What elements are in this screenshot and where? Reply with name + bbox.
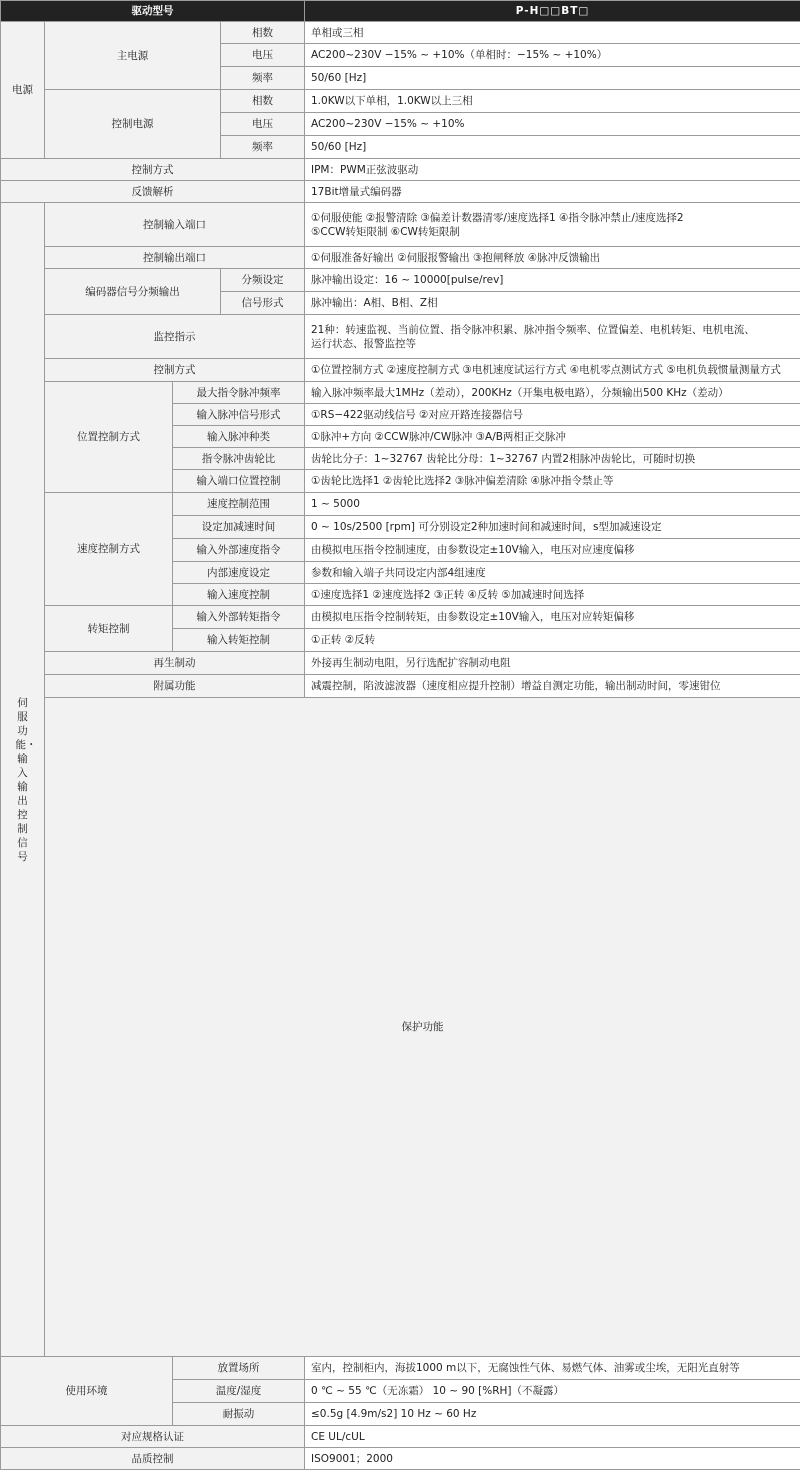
table-row xyxy=(1,359,800,382)
quality-value: ISO9001；2000 xyxy=(305,1448,800,1470)
main-voltage-value: AC200~230V −15% ~ +10%（单相时：−15% ~ +10%） xyxy=(305,44,800,67)
torque-row-value: 由模拟电压指令控制转矩，由参数设定±10V输入，电压对应转矩偏移 xyxy=(305,606,800,629)
aux-label: 附属功能 xyxy=(45,675,305,698)
position-row-label: 输入脉冲信号形式 xyxy=(173,404,305,426)
table-row xyxy=(1,247,800,269)
speed-row-label: 设定加减速时间 xyxy=(173,516,305,539)
control-freq-value: 50/60 [Hz] xyxy=(305,136,800,159)
table-row xyxy=(1,159,800,181)
model-label: 驱动型号 xyxy=(1,1,305,22)
quality-label: 品质控制 xyxy=(1,1448,305,1470)
feedback-label: 反馈解析 xyxy=(1,181,305,203)
control-voltage-label: 电压 xyxy=(221,113,305,136)
speed-row-label: 内部速度设定 xyxy=(173,562,305,584)
torque-row-value: ①正转 ②反转 xyxy=(305,629,800,652)
aux-value: 减震控制，陷波滤波器（速度相应提升控制）增益自测定功能，输出制动时间，零速钳位 xyxy=(305,675,800,698)
input-port-line2: ⑤CCW转矩限制 ⑥CW转矩限制 xyxy=(311,225,794,239)
env-row-label: 放置场所 xyxy=(173,1357,305,1380)
ctrl-mode-value: ①位置控制方式 ②速度控制方式 ③电机速度试运行方式 ④电机零点测试方式 ⑤电机负载惯量测量方式 xyxy=(305,359,800,382)
output-port-value: ①伺服准备好输出 ②伺服报警输出 ③抱闸释放 ④脉冲反馈输出 xyxy=(305,247,800,269)
table-row xyxy=(1,606,800,629)
speed-row-value: 0 ~ 10s/2500 [rpm] 可分别设定2种加速时间和减速时间，s型加减速设定 xyxy=(305,516,800,539)
speed-row-label: 输入外部速度指令 xyxy=(173,539,305,562)
monitor-line2: 运行状态、报警监控等 xyxy=(311,337,794,351)
table-row xyxy=(1,315,800,359)
div-label: 分频设定 xyxy=(221,269,305,292)
speed-row-label: 速度控制范围 xyxy=(173,493,305,516)
main-freq-label: 频率 xyxy=(221,67,305,90)
feedback-value: 17Bit增量式编码器 xyxy=(305,181,800,203)
regen-value: 外接再生制动电阻，另行选配扩容制动电阻 xyxy=(305,652,800,675)
speed-label: 速度控制方式 xyxy=(45,493,173,606)
position-row-value: 输入脉冲频率最大1MHz（差动），200KHz（开集电极电路），分频输出500 KHz（差动） xyxy=(305,382,800,404)
env-row-value: 室内，控制柜内，海拔1000 m以下，无腐蚀性气体、易燃气体、油雾或尘埃，无阳光直射等 xyxy=(305,1357,800,1380)
control-voltage-value: AC200~230V −15% ~ +10% xyxy=(305,113,800,136)
main-power-label: 主电源 xyxy=(45,22,221,90)
sig-label: 信号形式 xyxy=(221,292,305,315)
control-phase-label: 相数 xyxy=(221,90,305,113)
model-value: P-H□□BT□ xyxy=(305,1,800,22)
position-row-label: 最大指令脉冲频率 xyxy=(173,382,305,404)
input-port-line1: ①伺服使能 ②报警清除 ③偏差计数器清零/速度选择1 ④指令脉冲禁止/速度选择2 xyxy=(311,211,794,225)
position-row-value: ①脉冲+方向 ②CCW脉冲/CW脉冲 ③A/B两相正交脉冲 xyxy=(305,426,800,448)
certification-value: CE UL/cUL xyxy=(305,1426,800,1448)
env-row-label: 耐振动 xyxy=(173,1403,305,1426)
servo-label xyxy=(1,203,45,1357)
environment-label: 使用环境 xyxy=(1,1357,173,1426)
speed-row-label: 输入速度控制 xyxy=(173,584,305,606)
input-port-value xyxy=(305,203,800,247)
regen-label: 再生制动 xyxy=(45,652,305,675)
monitor-value xyxy=(305,315,800,359)
div-value: 脉冲输出设定：16 ~ 10000[pulse/rev] xyxy=(305,269,800,292)
position-row-value: ①RS−422驱动线信号 ②对应开路连接器信号 xyxy=(305,404,800,426)
torque-row-label: 输入转矩控制 xyxy=(173,629,305,652)
table-row xyxy=(1,181,800,203)
main-phase-label: 相数 xyxy=(221,22,305,44)
monitor-line1: 21种：转速监视、当前位置、指令脉冲积累、脉冲指令频率、位置偏差、电机转矩、电机电流、 xyxy=(311,323,794,337)
table-row xyxy=(1,698,800,1357)
encoder-label: 编码器信号分频输出 xyxy=(45,269,221,315)
main-phase-value: 单相或三相 xyxy=(305,22,800,44)
speed-row-value: 参数和输入端子共同设定内部4组速度 xyxy=(305,562,800,584)
input-port-label: 控制输入端口 xyxy=(45,203,305,247)
ctrl-mode-label: 控制方式 xyxy=(45,359,305,382)
control-method-label: 控制方式 xyxy=(1,159,305,181)
certification-label: 对应规格认证 xyxy=(1,1426,305,1448)
position-row-label: 输入端口位置控制 xyxy=(173,470,305,493)
env-row-value: 0 ℃ ~ 55 ℃（无冻霜） 10 ~ 90 [%RH]（不凝露） xyxy=(305,1380,800,1403)
table-row xyxy=(1,90,800,113)
env-row-label: 温度/湿度 xyxy=(173,1380,305,1403)
env-row-value: ≤0.5g [4.9m/s2] 10 Hz ~ 60 Hz xyxy=(305,1403,800,1426)
table-row xyxy=(1,652,800,675)
monitor-label: 监控指示 xyxy=(45,315,305,359)
position-label: 位置控制方式 xyxy=(45,382,173,493)
table-row xyxy=(1,675,800,698)
main-voltage-label: 电压 xyxy=(221,44,305,67)
main-freq-value: 50/60 [Hz] xyxy=(305,67,800,90)
servo-label-text: 伺服功能・输入输出控制信号 xyxy=(16,696,30,864)
output-port-label: 控制输出端口 xyxy=(45,247,305,269)
control-power-label: 控制电源 xyxy=(45,90,221,159)
power-label: 电源 xyxy=(1,22,45,159)
speed-row-value: ①速度选择1 ②速度选择2 ③正转 ④反转 ⑤加减速时间选择 xyxy=(305,584,800,606)
position-row-label: 输入脉冲种类 xyxy=(173,426,305,448)
torque-label: 转矩控制 xyxy=(45,606,173,652)
position-row-value: 齿轮比分子：1~32767 齿轮比分母：1~32767 内置2相脉冲齿轮比，可随时切换 xyxy=(305,448,800,470)
sig-value: 脉冲输出：A相、B相、Z相 xyxy=(305,292,800,315)
table-row xyxy=(1,493,800,516)
speed-row-value: 1 ~ 5000 xyxy=(305,493,800,516)
torque-row-label: 输入外部转矩指令 xyxy=(173,606,305,629)
table-row xyxy=(1,203,800,247)
header-row xyxy=(1,1,800,22)
table-row xyxy=(1,1426,800,1448)
control-phase-value: 1.0KW以下单相，1.0KW以上三相 xyxy=(305,90,800,113)
table-row xyxy=(1,22,800,44)
position-row-value: ①齿轮比选择1 ②齿轮比选择2 ③脉冲偏差清除 ④脉冲指令禁止等 xyxy=(305,470,800,493)
position-row-label: 指令脉冲齿轮比 xyxy=(173,448,305,470)
table-row xyxy=(1,269,800,292)
control-method-value: IPM：PWM正弦波驱动 xyxy=(305,159,800,181)
table-row xyxy=(1,382,800,404)
speed-row-value: 由模拟电压指令控制速度，由参数设定±10V输入，电压对应速度偏移 xyxy=(305,539,800,562)
table-row xyxy=(1,1357,800,1380)
table-row xyxy=(1,1448,800,1470)
control-freq-label: 频率 xyxy=(221,136,305,159)
protection-label: 保护功能 xyxy=(45,698,800,1357)
